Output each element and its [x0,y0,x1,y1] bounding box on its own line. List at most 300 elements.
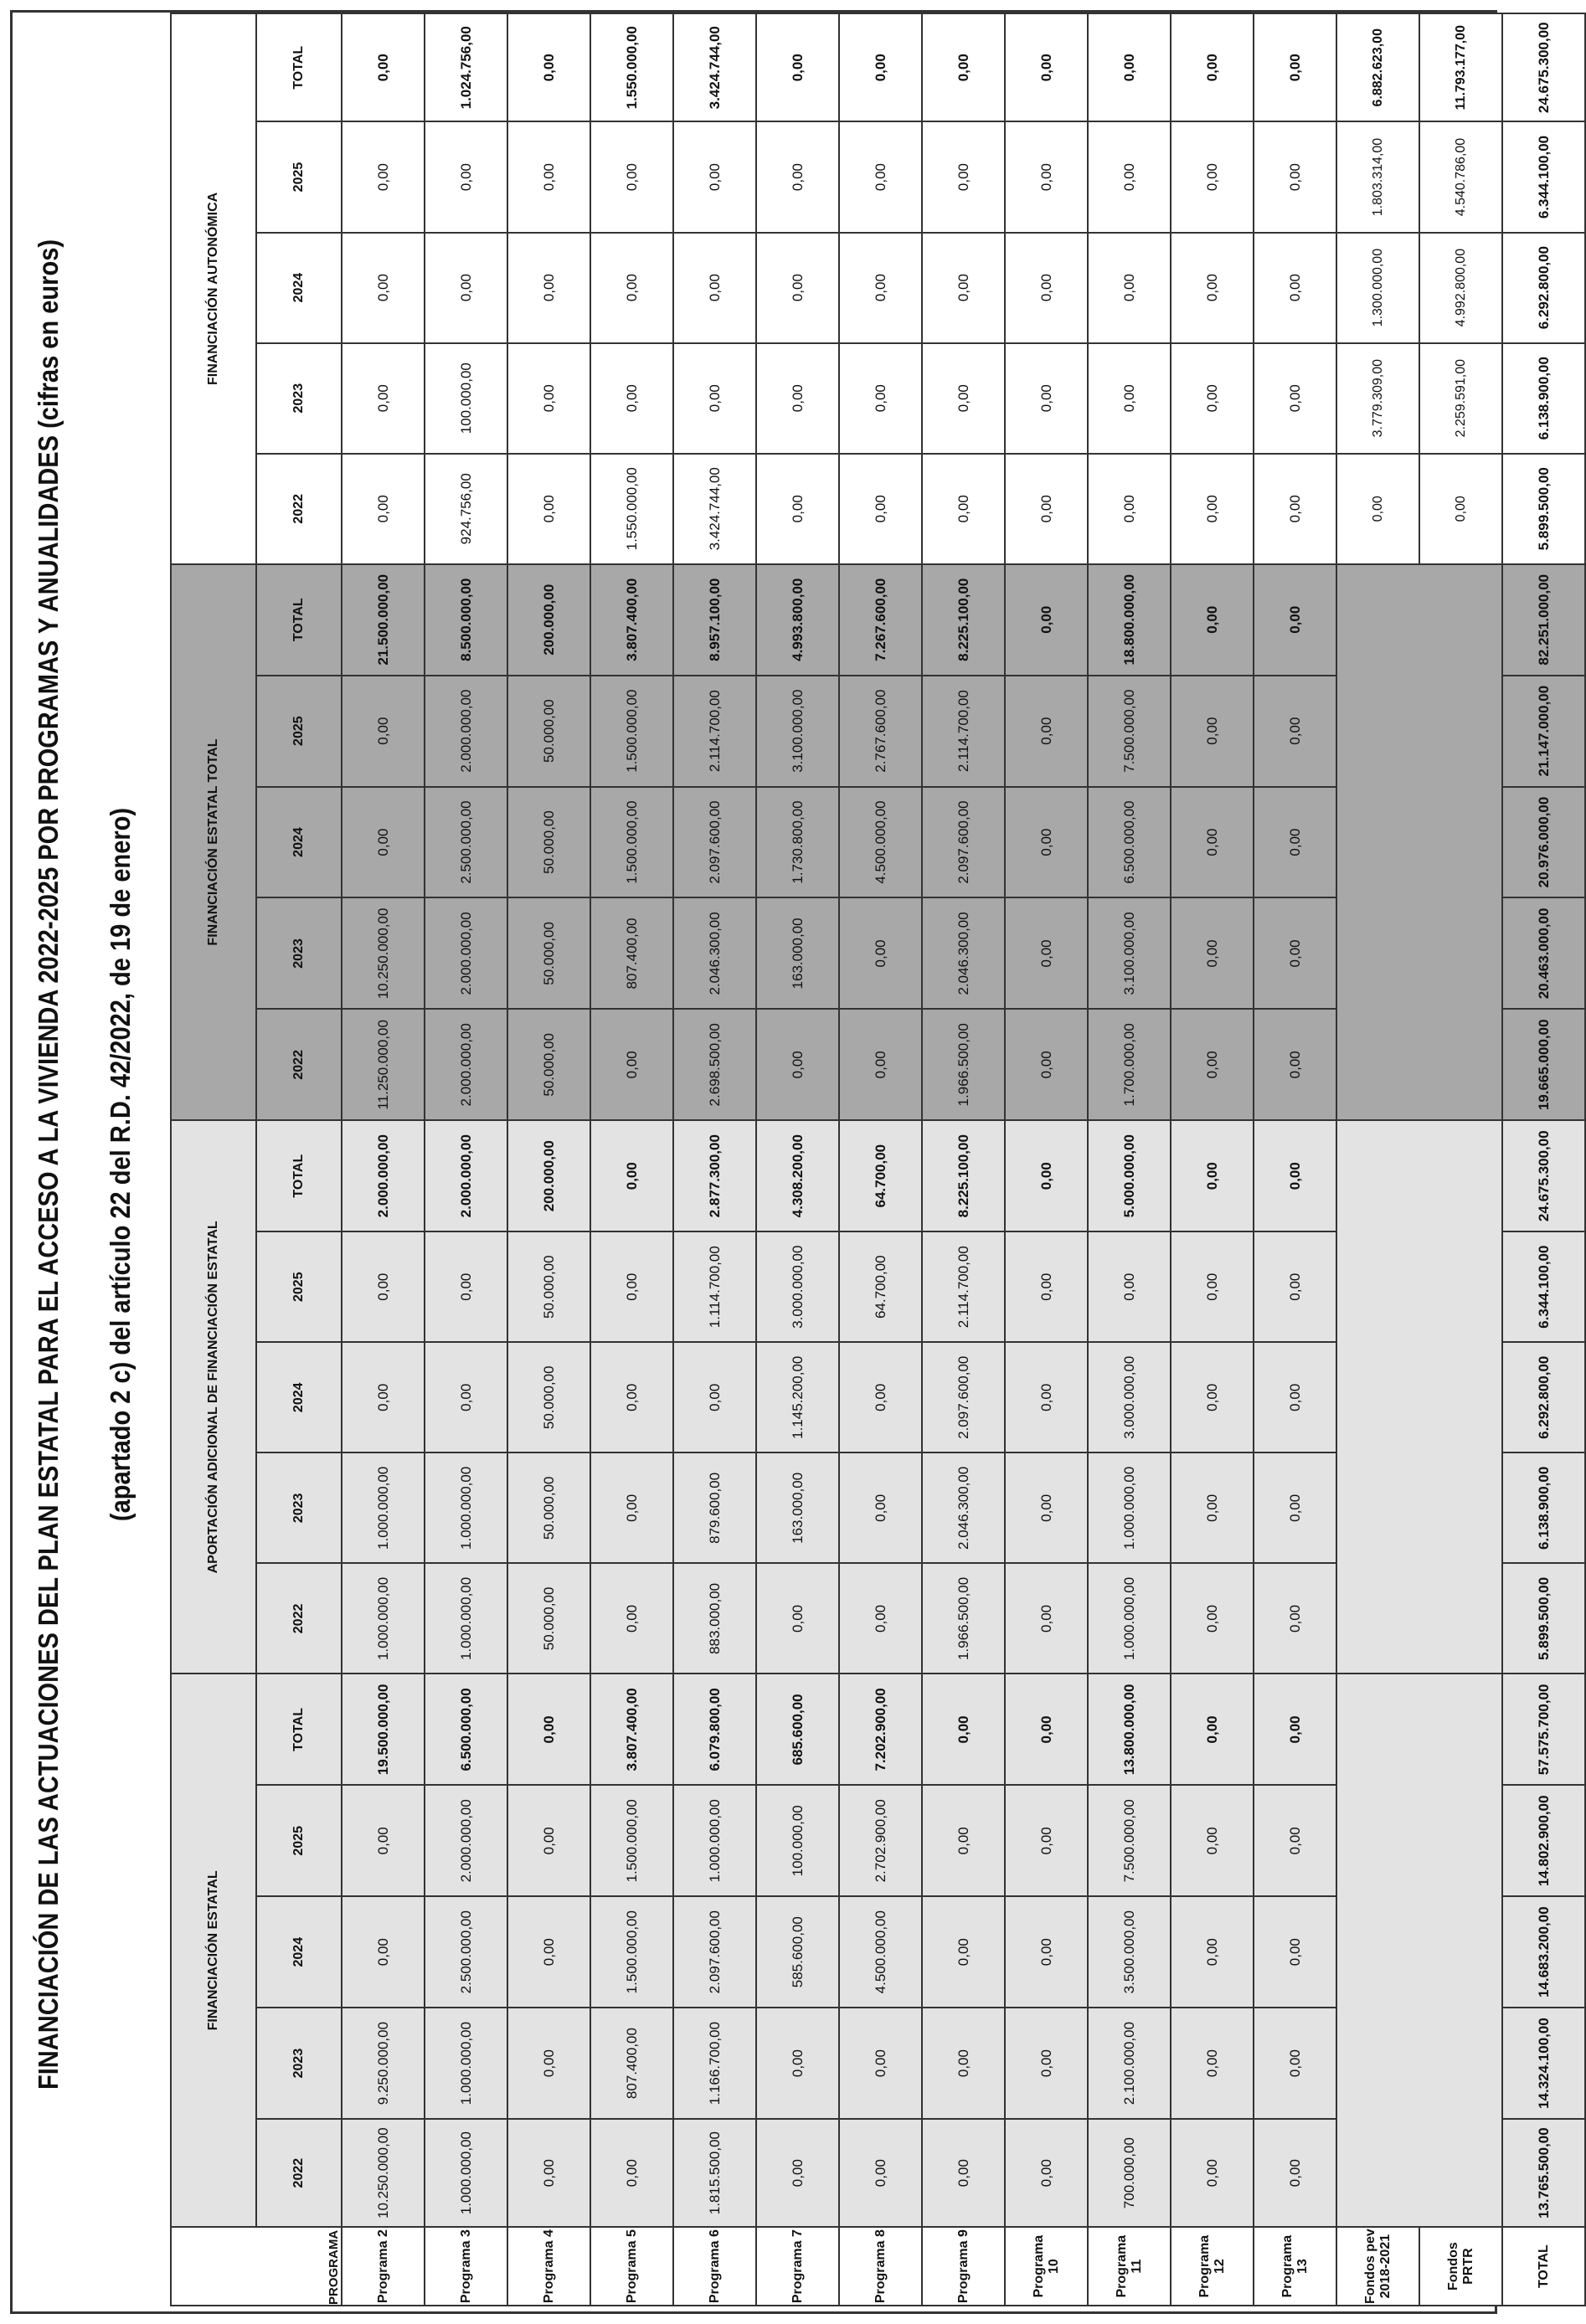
cell-fin-estatal: 0,00 [1005,1896,1088,2008]
cell-aportacion: 0,00 [1005,1231,1088,1342]
cell-aportacion: 0,00 [590,1342,673,1452]
cell-fin-estatal: 0,00 [839,2008,922,2119]
cell-fin-estatal-total: 6.500.000,00 [1088,787,1171,898]
cell-fin-estatal: 685.600,00 [756,1674,839,1785]
cell-aportacion: 8.225.100,00 [922,1120,1005,1231]
merged-blank-estatal-total [1336,564,1502,1120]
cell-aportacion: 0,00 [1171,1120,1254,1231]
cell-aportacion: 1.000.000,00 [342,1563,425,1674]
cell-aportacion: 0,00 [839,1452,922,1563]
cell-fin-autonomica: 0,00 [342,343,425,454]
total-fin-estatal-total: 82.251.000,00 [1502,564,1585,676]
cell-fin-estatal-total: 11.250.000,00 [342,1009,425,1120]
table-row [1254,13,1336,2306]
cell-fin-estatal: 0,00 [1254,2008,1336,2119]
cell-fin-estatal: 0,00 [1254,1896,1336,2008]
row-label: Programa 13 [1254,2227,1336,2306]
cell-fin-estatal-total: 0,00 [1254,676,1336,787]
col-header-fin-autonomica-2022: 2022 [256,454,342,564]
cell-fin-estatal: 1.166.700,00 [673,2008,756,2119]
cell-aportacion: 200.000,00 [507,1120,590,1231]
header-aportacion-adicional: APORTACIÓN ADICIONAL DE FINANCIACIÓN ESTATAL [171,1120,256,1674]
cell-fin-autonomica: 0,00 [756,233,839,343]
cell-fin-estatal: 10.250.000,00 [342,2119,425,2227]
cell-fin-autonomica: 0,00 [922,121,1005,232]
cell-fin-autonomica: 1.300.000,00 [1336,233,1419,343]
total-fin-estatal: 14.683.200,00 [1502,1896,1585,2008]
cell-fin-autonomica: 0,00 [673,121,756,232]
cell-fin-estatal-total: 2.000.000,00 [425,1009,507,1120]
cell-aportacion: 0,00 [425,1231,507,1342]
cell-fin-estatal-total: 0,00 [1171,564,1254,676]
table-row [673,13,756,2306]
cell-fin-estatal: 19.500.000,00 [342,1674,425,1785]
cell-fin-estatal: 0,00 [922,1785,1005,1896]
cell-aportacion: 1.000.000,00 [425,1452,507,1563]
cell-fin-estatal: 2.000.000,00 [425,1785,507,1896]
cell-aportacion: 0,00 [1171,1563,1254,1674]
total-fin-autonomica: 24.675.300,00 [1502,13,1585,121]
total-fin-estatal-total: 20.463.000,00 [1502,897,1585,1009]
cell-fin-estatal-total: 0,00 [1171,676,1254,787]
total-aportacion: 24.675.300,00 [1502,1120,1585,1231]
table-row-total [1502,13,1585,2306]
col-header-fin-estatal-total: TOTAL [256,1674,342,1785]
cell-fin-autonomica: 0,00 [1088,13,1171,121]
cell-fin-autonomica: 0,00 [1254,454,1336,564]
cell-fin-estatal-total: 4.993.800,00 [756,564,839,676]
row-label: Fondos PRTR [1419,2227,1502,2306]
cell-aportacion: 0,00 [1254,1120,1336,1231]
total-fin-estatal-total: 21.147.000,00 [1502,676,1585,787]
cell-fin-estatal-total: 0,00 [1254,564,1336,676]
cell-fin-estatal-total: 0,00 [1171,787,1254,898]
cell-fin-estatal: 2.702.900,00 [839,1785,922,1896]
cell-fin-estatal: 0,00 [1171,2119,1254,2227]
cell-fin-estatal-total: 0,00 [1254,787,1336,898]
cell-aportacion: 64.700,00 [839,1231,922,1342]
cell-fin-estatal: 0,00 [922,1896,1005,2008]
cell-aportacion: 0,00 [1005,1120,1088,1231]
cell-aportacion: 50.000,00 [507,1563,590,1674]
cell-aportacion: 0,00 [1171,1452,1254,1563]
row-label: Programa 2 [342,2227,425,2306]
cell-aportacion: 0,00 [1005,1563,1088,1674]
cell-fin-estatal-total: 2.114.700,00 [673,676,756,787]
row-label: Programa 11 [1088,2227,1171,2306]
cell-fin-autonomica: 0,00 [1005,13,1088,121]
row-label: Programa 5 [590,2227,673,2306]
cell-fin-estatal-total: 50.000,00 [507,787,590,898]
cell-fin-autonomica: 0,00 [922,454,1005,564]
row-label: Programa 7 [756,2227,839,2306]
cell-aportacion: 0,00 [839,1342,922,1452]
cell-aportacion: 1.145.200,00 [756,1342,839,1452]
cell-fin-autonomica: 0,00 [1088,233,1171,343]
cell-fin-estatal-total: 2.500.000,00 [425,787,507,898]
cell-fin-autonomica: 2.259.591,00 [1419,343,1502,454]
cell-fin-estatal-total: 0,00 [1005,564,1088,676]
cell-fin-autonomica: 0,00 [1088,121,1171,232]
col-header-aportacion-2025: 2025 [256,1231,342,1342]
cell-aportacion: 3.000.000,00 [1088,1342,1171,1452]
cell-fin-autonomica: 1.024.756,00 [425,13,507,121]
cell-fin-estatal: 0,00 [1005,2008,1088,2119]
cell-fin-estatal: 700.000,00 [1088,2119,1171,2227]
cell-aportacion: 1.000.000,00 [1088,1563,1171,1674]
col-header-aportacion-2023: 2023 [256,1452,342,1563]
page-frame [10,10,1552,2314]
cell-aportacion: 0,00 [756,1563,839,1674]
cell-fin-autonomica: 0,00 [673,343,756,454]
total-aportacion: 6.344.100,00 [1502,1231,1585,1342]
cell-aportacion: 1.000.000,00 [425,1563,507,1674]
cell-aportacion: 0,00 [425,1342,507,1452]
cell-fin-estatal-total: 0,00 [1254,897,1336,1009]
cell-fin-estatal: 0,00 [839,2119,922,2227]
total-aportacion: 5.899.500,00 [1502,1563,1585,1674]
cell-fin-estatal: 0,00 [1254,2119,1336,2227]
cell-aportacion: 0,00 [342,1342,425,1452]
cell-fin-autonomica: 6.882.623,00 [1336,13,1419,121]
cell-fin-estatal-total: 0,00 [342,787,425,898]
col-header-fin-estatal-total-2024: 2024 [256,787,342,898]
cell-fin-autonomica: 3.424.744,00 [673,13,756,121]
cell-fin-estatal: 7.500.000,00 [1088,1785,1171,1896]
cell-fin-estatal: 6.079.800,00 [673,1674,756,1785]
cell-fin-estatal: 0,00 [507,2119,590,2227]
total-fin-autonomica: 6.292.800,00 [1502,233,1585,343]
cell-fin-estatal: 0,00 [922,2008,1005,2119]
total-fin-estatal-total: 20.976.000,00 [1502,787,1585,898]
row-label: Programa 9 [922,2227,1005,2306]
table-row [590,13,673,2306]
cell-fin-estatal: 0,00 [1005,2119,1088,2227]
row-label: Programa 10 [1005,2227,1088,2306]
document-title: FINANCIACIÓN DE LAS ACTUACIONES DEL PLAN ESTATAL PARA EL ACCESO A LA VIVIENDA 2022-2025 POR PROGRAMAS Y ANUALIDADES (cifras en euros) [33,239,64,2090]
total-fin-estatal: 14.802.900,00 [1502,1785,1585,1896]
cell-aportacion: 0,00 [673,1342,756,1452]
table-row-fondos-pev [1336,13,1419,2306]
cell-aportacion: 883.000,00 [673,1563,756,1674]
row-label: Programa 4 [507,2227,590,2306]
header-financiacion-estatal: FINANCIACIÓN ESTATAL [171,1674,256,2227]
merged-blank-estatal [1336,1674,1502,2227]
total-fin-estatal-total: 19.665.000,00 [1502,1009,1585,1120]
col-header-fin-estatal-total-total: TOTAL [256,564,342,676]
cell-fin-estatal: 585.600,00 [756,1896,839,2008]
cell-fin-estatal-total: 807.400,00 [590,897,673,1009]
cell-fin-estatal-total: 7.267.600,00 [839,564,922,676]
cell-fin-autonomica: 0,00 [1005,121,1088,232]
cell-fin-estatal: 1.815.500,00 [673,2119,756,2227]
cell-aportacion: 1.000.000,00 [342,1452,425,1563]
cell-fin-autonomica: 0,00 [756,343,839,454]
cell-fin-estatal: 1.000.000,00 [425,2119,507,2227]
table-row [1171,13,1254,2306]
row-label: Programa 8 [839,2227,922,2306]
cell-fin-estatal: 2.100.000,00 [1088,2008,1171,2119]
cell-fin-estatal-total: 3.100.000,00 [756,676,839,787]
table-row [1088,13,1171,2306]
header-financiacion-estatal-total: FINANCIACIÓN ESTATAL TOTAL [171,564,256,1120]
cell-fin-autonomica: 0,00 [342,121,425,232]
table-row [839,13,922,2306]
cell-fin-estatal-total: 10.250.000,00 [342,897,425,1009]
cell-aportacion: 0,00 [590,1120,673,1231]
total-aportacion: 6.292.800,00 [1502,1342,1585,1452]
header-financiacion-autonomica: FINANCIACIÓN AUTONÓMICA [171,13,256,564]
cell-fin-estatal-total: 0,00 [756,1009,839,1120]
total-fin-autonomica: 6.344.100,00 [1502,121,1585,232]
cell-aportacion: 3.000.000,00 [756,1231,839,1342]
document-subtitle: (apartado 2 c) del artículo 22 del R.D. 42/2022, de 19 de enero) [105,807,136,1522]
cell-fin-estatal: 0,00 [922,1674,1005,1785]
col-header-aportacion-2024: 2024 [256,1342,342,1452]
cell-fin-estatal-total: 7.500.000,00 [1088,676,1171,787]
cell-fin-estatal-total: 2.000.000,00 [425,676,507,787]
cell-fin-estatal-total: 50.000,00 [507,897,590,1009]
cell-fin-autonomica: 0,00 [922,233,1005,343]
cell-fin-estatal-total: 0,00 [1005,897,1088,1009]
cell-fin-estatal-total: 1.966.500,00 [922,1009,1005,1120]
cell-aportacion: 0,00 [1171,1342,1254,1452]
cell-aportacion: 2.877.300,00 [673,1120,756,1231]
cell-fin-autonomica: 0,00 [756,454,839,564]
total-fin-estatal: 14.324.100,00 [1502,2008,1585,2119]
cell-fin-autonomica: 0,00 [590,343,673,454]
cell-fin-estatal-total: 0,00 [1005,1009,1088,1120]
cell-fin-autonomica: 0,00 [507,233,590,343]
total-aportacion: 6.138.900,00 [1502,1452,1585,1563]
cell-fin-autonomica: 0,00 [1171,233,1254,343]
table-row [756,13,839,2306]
cell-aportacion: 5.000.000,00 [1088,1120,1171,1231]
cell-fin-autonomica: 0,00 [1419,454,1502,564]
cell-fin-autonomica: 4.992.800,00 [1419,233,1502,343]
cell-aportacion: 0,00 [1005,1342,1088,1452]
cell-fin-estatal: 0,00 [1005,1785,1088,1896]
cell-aportacion: 0,00 [590,1563,673,1674]
cell-fin-estatal: 0,00 [507,2008,590,2119]
cell-fin-autonomica: 0,00 [839,343,922,454]
cell-fin-autonomica: 0,00 [1005,233,1088,343]
cell-aportacion: 0,00 [1254,1563,1336,1674]
cell-fin-autonomica: 3.424.744,00 [673,454,756,564]
cell-fin-autonomica: 100.000,00 [425,343,507,454]
cell-fin-autonomica: 0,00 [756,121,839,232]
col-header-fin-estatal-2025: 2025 [256,1785,342,1896]
cell-fin-estatal-total: 18.800.000,00 [1088,564,1171,676]
cell-aportacion: 64.700,00 [839,1120,922,1231]
cell-fin-autonomica: 0,00 [1254,233,1336,343]
header-programa: PROGRAMA [171,2227,342,2306]
cell-fin-estatal: 0,00 [756,2119,839,2227]
cell-fin-autonomica: 0,00 [1171,343,1254,454]
cell-fin-estatal: 807.400,00 [590,2008,673,2119]
cell-fin-autonomica: 0,00 [1171,454,1254,564]
table-row [425,13,507,2306]
cell-fin-estatal: 100.000,00 [756,1785,839,1896]
cell-aportacion: 0,00 [1005,1452,1088,1563]
cell-aportacion: 0,00 [1254,1342,1336,1452]
cell-fin-estatal: 0,00 [507,1674,590,1785]
cell-fin-estatal: 1.000.000,00 [425,2008,507,2119]
cell-fin-estatal-total: 0,00 [1005,787,1088,898]
cell-fin-autonomica: 1.550.000,00 [590,454,673,564]
col-header-aportacion-total: TOTAL [256,1120,342,1231]
cell-fin-estatal-total: 3.100.000,00 [1088,897,1171,1009]
cell-fin-autonomica: 0,00 [673,233,756,343]
cell-aportacion: 1.000.000,00 [1088,1452,1171,1563]
cell-fin-estatal: 1.500.000,00 [590,1896,673,2008]
cell-fin-estatal: 0,00 [1005,1674,1088,1785]
row-label: Programa 12 [1171,2227,1254,2306]
cell-fin-estatal-total: 2.046.300,00 [673,897,756,1009]
cell-fin-estatal-total: 8.500.000,00 [425,564,507,676]
cell-aportacion: 2.000.000,00 [425,1120,507,1231]
total-fin-estatal: 13.765.500,00 [1502,2119,1585,2227]
cell-fin-estatal: 0,00 [507,1896,590,2008]
cell-fin-autonomica: 0,00 [1336,454,1419,564]
cell-aportacion: 0,00 [590,1452,673,1563]
cell-fin-estatal: 4.500.000,00 [839,1896,922,2008]
cell-fin-estatal-total: 0,00 [590,1009,673,1120]
cell-aportacion: 50.000,00 [507,1231,590,1342]
cell-aportacion: 0,00 [839,1563,922,1674]
cell-fin-autonomica: 0,00 [922,343,1005,454]
cell-fin-estatal: 2.097.600,00 [673,1896,756,2008]
cell-fin-estatal-total: 200.000,00 [507,564,590,676]
total-fin-autonomica: 5.899.500,00 [1502,454,1585,564]
cell-fin-autonomica: 0,00 [342,233,425,343]
cell-fin-estatal: 0,00 [1254,1674,1336,1785]
total-fin-estatal: 57.575.700,00 [1502,1674,1585,1785]
table-row [922,13,1005,2306]
cell-aportacion: 163.000,00 [756,1452,839,1563]
cell-fin-autonomica: 1.803.314,00 [1336,121,1419,232]
cell-fin-estatal: 0,00 [507,1785,590,1896]
cell-fin-estatal-total: 2.046.300,00 [922,897,1005,1009]
cell-fin-autonomica: 0,00 [1254,121,1336,232]
cell-fin-autonomica: 0,00 [342,13,425,121]
table-body [342,13,1585,2306]
col-header-fin-estatal-total-2022: 2022 [256,1009,342,1120]
cell-aportacion: 2.097.600,00 [922,1342,1005,1452]
cell-fin-autonomica: 0,00 [839,233,922,343]
cell-fin-estatal-total: 1.730.800,00 [756,787,839,898]
cell-fin-estatal-total: 2.767.600,00 [839,676,922,787]
cell-fin-estatal: 6.500.000,00 [425,1674,507,1785]
cell-aportacion: 0,00 [590,1231,673,1342]
cell-fin-estatal: 0,00 [1171,1785,1254,1896]
cell-fin-autonomica: 3.779.309,00 [1336,343,1419,454]
financing-table [170,13,1586,2306]
cell-fin-autonomica: 1.550.000,00 [590,13,673,121]
cell-fin-estatal-total: 0,00 [839,1009,922,1120]
cell-fin-estatal-total: 21.500.000,00 [342,564,425,676]
cell-fin-autonomica: 0,00 [507,121,590,232]
col-header-fin-estatal-2023: 2023 [256,2008,342,2119]
cell-fin-autonomica: 0,00 [507,454,590,564]
cell-fin-autonomica: 0,00 [425,121,507,232]
cell-fin-autonomica: 0,00 [839,13,922,121]
col-header-fin-estatal-2024: 2024 [256,1896,342,2008]
col-header-fin-estatal-total-2023: 2023 [256,897,342,1009]
cell-fin-estatal-total: 1.500.000,00 [590,676,673,787]
cell-fin-estatal: 0,00 [756,2008,839,2119]
cell-fin-estatal-total: 1.500.000,00 [590,787,673,898]
cell-aportacion: 0,00 [1088,1231,1171,1342]
col-header-fin-autonomica-2025: 2025 [256,121,342,232]
cell-fin-estatal-total: 0,00 [839,897,922,1009]
table-row [1005,13,1088,2306]
cell-fin-estatal: 2.500.000,00 [425,1896,507,2008]
cell-aportacion: 2.046.300,00 [922,1452,1005,1563]
cell-fin-estatal: 3.500.000,00 [1088,1896,1171,2008]
cell-fin-estatal-total: 2.000.000,00 [425,897,507,1009]
cell-fin-estatal-total: 0,00 [1005,676,1088,787]
cell-fin-estatal: 1.500.000,00 [590,1785,673,1896]
cell-fin-estatal-total: 4.500.000,00 [839,787,922,898]
cell-aportacion: 1.966.500,00 [922,1563,1005,1674]
cell-fin-estatal: 0,00 [1171,1674,1254,1785]
cell-fin-autonomica: 0,00 [922,13,1005,121]
col-header-fin-autonomica-total: TOTAL [256,13,342,121]
cell-fin-autonomica: 0,00 [1254,343,1336,454]
cell-fin-autonomica: 0,00 [756,13,839,121]
table-row [507,13,590,2306]
cell-fin-estatal-total: 50.000,00 [507,676,590,787]
merged-blank-aportacion [1336,1120,1502,1674]
cell-fin-autonomica: 0,00 [839,121,922,232]
cell-aportacion: 1.114.700,00 [673,1231,756,1342]
cell-fin-estatal-total: 163.000,00 [756,897,839,1009]
cell-aportacion: 0,00 [1254,1452,1336,1563]
cell-fin-estatal: 0,00 [342,1896,425,2008]
total-fin-autonomica: 6.138.900,00 [1502,343,1585,454]
cell-fin-autonomica: 924.756,00 [425,454,507,564]
col-header-fin-autonomica-2024: 2024 [256,233,342,343]
cell-fin-estatal-total: 1.700.000,00 [1088,1009,1171,1120]
cell-fin-autonomica: 0,00 [1088,454,1171,564]
cell-fin-autonomica: 0,00 [1005,343,1088,454]
cell-fin-estatal: 0,00 [590,2119,673,2227]
cell-fin-estatal-total: 2.698.500,00 [673,1009,756,1120]
cell-fin-estatal: 9.250.000,00 [342,2008,425,2119]
cell-fin-autonomica: 0,00 [1005,454,1088,564]
cell-fin-autonomica: 4.540.786,00 [1419,121,1502,232]
cell-aportacion: 0,00 [342,1231,425,1342]
cell-fin-autonomica: 0,00 [1171,121,1254,232]
cell-fin-autonomica: 0,00 [507,13,590,121]
row-label: Fondos pev 2018-2021 [1336,2227,1419,2306]
cell-fin-estatal: 3.807.400,00 [590,1674,673,1785]
cell-aportacion: 2.000.000,00 [342,1120,425,1231]
cell-aportacion: 50.000,00 [507,1452,590,1563]
cell-fin-autonomica: 0,00 [590,233,673,343]
row-label: Programa 6 [673,2227,756,2306]
cell-fin-estatal: 0,00 [1254,1785,1336,1896]
row-label: Programa 3 [425,2227,507,2306]
cell-fin-estatal-total: 2.114.700,00 [922,676,1005,787]
cell-fin-autonomica: 0,00 [1088,343,1171,454]
cell-fin-estatal-total: 3.807.400,00 [590,564,673,676]
cell-fin-autonomica: 0,00 [1171,13,1254,121]
table-row [342,13,425,2306]
cell-aportacion: 879.600,00 [673,1452,756,1563]
cell-fin-estatal-total: 0,00 [1254,1009,1336,1120]
